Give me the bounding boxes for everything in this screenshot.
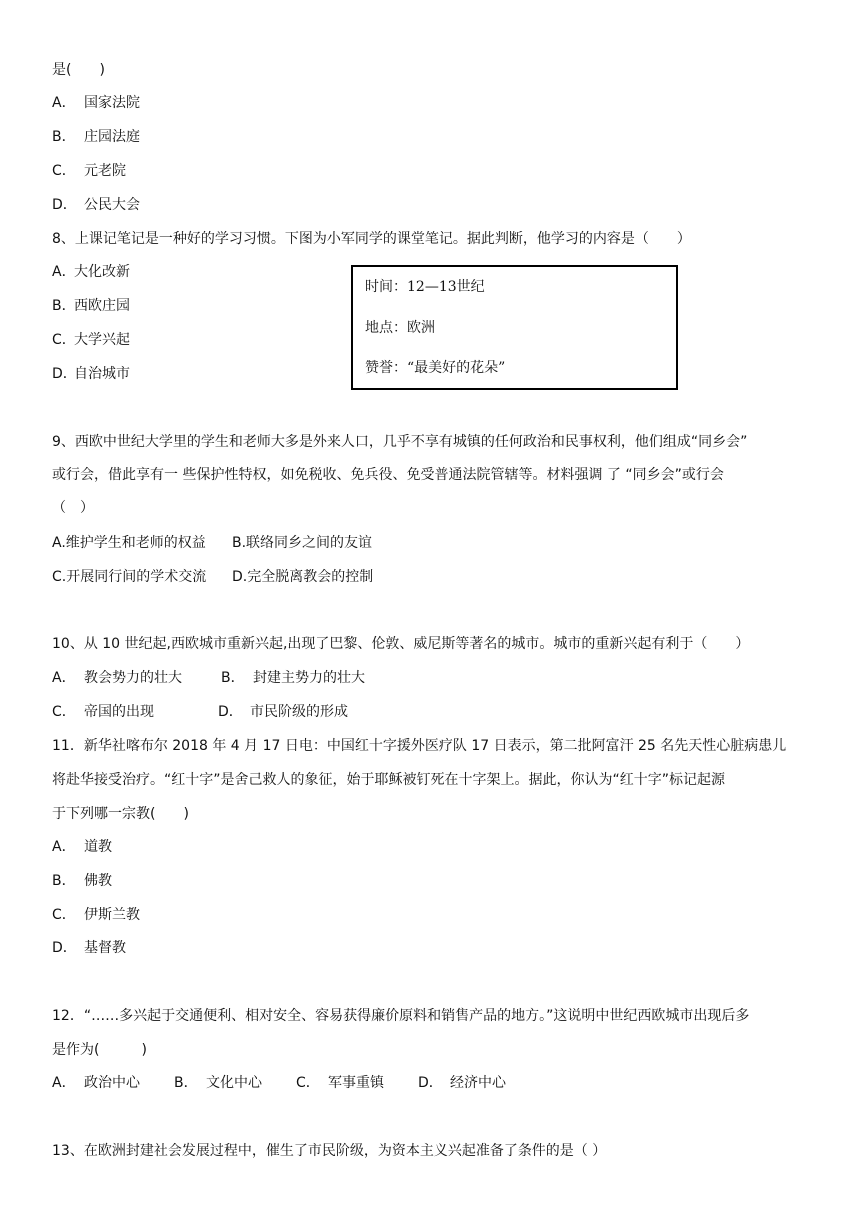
q13-stem: 13、在欧洲封建社会发展过程中，催生了市民阶级，为资本主义兴起准备了条件的是（ ） bbox=[52, 1143, 607, 1159]
option-letter: C． bbox=[52, 163, 76, 179]
option-text: 道教 bbox=[84, 839, 112, 855]
option-text: 大化改新 bbox=[74, 264, 130, 280]
q9-option-d: D.完全脱离教会的控制 bbox=[232, 569, 374, 585]
q9-options-row2 bbox=[52, 567, 373, 587]
q12-stem-line2: 是作为( ) bbox=[52, 1042, 147, 1058]
q9-stem-line1: 9、西欧中世纪大学里的学生和老师大多是外来人口，几乎不享有城镇的任何政治和民事权利，他们组成“同乡会” bbox=[52, 434, 748, 450]
option-text: 大学兴起 bbox=[74, 332, 130, 348]
q8-stem: 8、上课记笔记是一种好的学习习惯。下图为小军同学的课堂笔记。据此判断，他学习的内容是（ ） bbox=[52, 231, 691, 247]
class-notes-box bbox=[351, 265, 678, 390]
option-text: 军事重镇 bbox=[328, 1075, 384, 1091]
q8-option-a bbox=[52, 262, 130, 282]
q12-stem-line1: 12．“……多兴起于交通便利、相对安全、容易获得廉价原料和销售产品的地方。”这说明中世纪西欧城市出现后多 bbox=[52, 1008, 750, 1024]
q9-stem-line2: 或行会，借此享有一 些保护性特权，如免税收、免兵役、免受普通法院管辖等。材料强调 了 “同乡会”或行会 bbox=[52, 467, 724, 483]
option-letter: C． bbox=[52, 907, 76, 923]
option-text: 佛教 bbox=[84, 873, 112, 889]
option-text: 经济中心 bbox=[450, 1075, 506, 1091]
option-text: 基督教 bbox=[84, 940, 126, 956]
option-letter: B． bbox=[52, 873, 76, 889]
option-letter: D． bbox=[418, 1075, 443, 1091]
option-letter: B． bbox=[174, 1075, 198, 1091]
q9-option-a: A.维护学生和老师的权益 bbox=[52, 535, 206, 551]
option-letter: A． bbox=[52, 839, 76, 855]
option-letter: D． bbox=[218, 704, 243, 720]
option-letter: A． bbox=[52, 670, 76, 686]
q7-option-c bbox=[52, 161, 126, 181]
q7-stem-tail: 是( ) bbox=[52, 62, 105, 78]
option-text: 文化中心 bbox=[206, 1075, 262, 1091]
q11-stem-line2: 将赴华接受治疗。“红十字”是舍己救人的象征，始于耶稣被钉死在十字架上。据此，你认为“红十字”标记起源 bbox=[52, 772, 726, 788]
option-letter: D． bbox=[52, 366, 77, 382]
option-text: 国家法院 bbox=[84, 95, 140, 111]
q7-option-a bbox=[52, 93, 140, 113]
option-letter: A． bbox=[52, 264, 76, 280]
option-text: 帝国的出现 bbox=[84, 704, 154, 720]
note-praise: 赞誉：“最美好的花朵” bbox=[365, 360, 506, 376]
q9-stem-line3: （ ） bbox=[52, 500, 94, 516]
option-letter: B． bbox=[52, 298, 76, 314]
q11-option-a bbox=[52, 837, 112, 857]
option-letter: D． bbox=[52, 197, 77, 213]
option-letter: C． bbox=[52, 332, 76, 348]
q9-options-row1 bbox=[52, 533, 372, 553]
option-text: 封建主势力的壮大 bbox=[253, 670, 365, 686]
option-letter: B． bbox=[52, 129, 76, 145]
option-text: 教会势力的壮大 bbox=[84, 670, 182, 686]
q11-stem-line3: 于下列哪一宗教( ) bbox=[52, 806, 189, 822]
option-text: 政治中心 bbox=[84, 1075, 140, 1091]
note-time: 时间：12—13世纪 bbox=[365, 279, 485, 295]
option-letter: A． bbox=[52, 1075, 76, 1091]
q10-options-row1 bbox=[52, 668, 365, 688]
option-letter: B． bbox=[221, 670, 245, 686]
q10-stem: 10、从 10 世纪起,西欧城市重新兴起,出现了巴黎、伦敦、威尼斯等著名的城市。城市的重新兴起有利于（ ） bbox=[52, 636, 750, 652]
option-letter: A． bbox=[52, 95, 76, 111]
note-place: 地点：欧洲 bbox=[365, 320, 435, 336]
q11-option-b bbox=[52, 871, 112, 891]
q7-option-b bbox=[52, 127, 140, 147]
q8-option-c bbox=[52, 330, 130, 350]
option-text: 西欧庄园 bbox=[74, 298, 130, 314]
option-text: 公民大会 bbox=[84, 197, 140, 213]
q9-option-b: B.联络同乡之间的友谊 bbox=[232, 535, 373, 551]
q12-options-row bbox=[52, 1073, 506, 1093]
option-text: 自治城市 bbox=[74, 366, 130, 382]
option-letter: D． bbox=[52, 940, 77, 956]
option-text: 伊斯兰教 bbox=[84, 907, 140, 923]
q7-option-d bbox=[52, 195, 140, 215]
option-text: 庄园法庭 bbox=[84, 129, 140, 145]
option-text: 元老院 bbox=[84, 163, 126, 179]
q11-option-c bbox=[52, 905, 140, 925]
q8-option-d bbox=[52, 364, 130, 384]
option-letter: C． bbox=[52, 704, 76, 720]
q9-option-c: C.开展同行间的学术交流 bbox=[52, 569, 207, 585]
q10-options-row2 bbox=[52, 702, 348, 722]
option-letter: C． bbox=[296, 1075, 320, 1091]
q11-stem-line1: 11．新华社喀布尔 2018 年 4 月 17 日电：中国红十字援外医疗队 17 日表示，第二批阿富汗 25 名先天性心脏病患儿 bbox=[52, 738, 787, 754]
q11-option-d bbox=[52, 938, 126, 958]
option-text: 市民阶级的形成 bbox=[250, 704, 348, 720]
q8-option-b bbox=[52, 296, 130, 316]
